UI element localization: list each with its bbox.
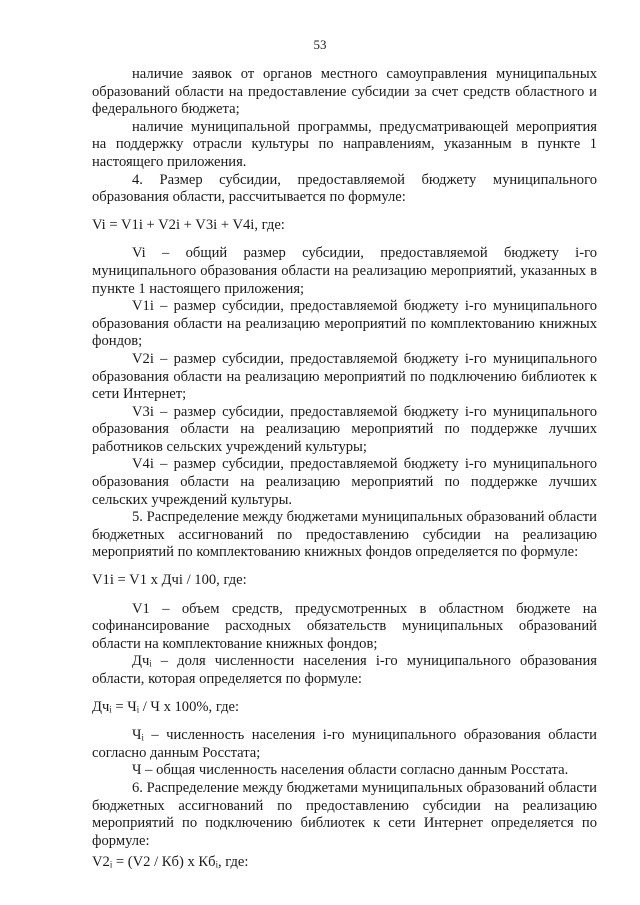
paragraph: V3i – размер субсидии, предоставляемой бюджету i-го муниципального образования области на реализацию мероприятий по поддержке лучших работников сельских учреждений культуры;: [92, 403, 597, 455]
page-number: 53: [313, 37, 327, 52]
paragraph: 6. Распределение между бюджетами муниципальных образований области бюджетных ассигнований по предоставлению субсидии на реализацию мероприятий по подключению библиотек к сети Интернет определяется по формуле:: [92, 779, 597, 849]
paragraph: V4i – размер субсидии, предоставляемой бюджету i-го муниципального образования области на реализацию мероприятий по поддержке лучших сельских учреждений культуры.: [92, 456, 597, 508]
formula: Дчᵢ = Чᵢ / Ч х 100%, где:: [92, 698, 240, 715]
paragraph: наличие муниципальной программы, предусматривающей мероприятия на поддержку отрасли культуры по направлениям, указанным в пункте 1 настоящего приложения.: [92, 118, 597, 170]
paragraph: 5. Распределение между бюджетами муниципальных образований области бюджетных ассигнований по предоставлению субсидии на реализацию мероприятий по комплектованию книжных фондов определяется по формуле:: [92, 509, 597, 561]
paragraph: наличие заявок от органов местного самоуправления муниципальных образований области на предоставление субсидии за счет средств областного и федерального бюджета;: [92, 66, 597, 118]
paragraph: Vi – общий размер субсидии, предоставляемой бюджету i-го муниципального образования области на реализацию мероприятий, указанных в пункте 1 настоящего приложения;: [92, 245, 597, 297]
paragraph: V1 – объем средств, предусмотренных в областном бюджете на софинансирование расходных обязательств муниципальных образований области на комплектование книжных фондов;: [92, 600, 597, 652]
formula: Vi = V1i + V2i + V3i + V4i, где:: [92, 216, 285, 233]
paragraph: 4. Размер субсидии, предоставляемой бюджету муниципального образования области, рассчитывается по формуле:: [92, 171, 597, 206]
paragraph: V2i – размер субсидии, предоставляемой бюджету i-го муниципального образования области на реализацию мероприятий по подключению библиотек к сети Интернет;: [92, 350, 597, 403]
formula: V1i = V1 х Дчi / 100, где:: [92, 572, 247, 589]
paragraph: Чᵢ – численность населения i-го муниципального образования области согласно данным Росстата;: [92, 727, 597, 761]
paragraph: Ч – общая численность населения области согласно данным Росстата.: [132, 762, 569, 779]
paragraph: Дчᵢ – доля численности населения i-го муниципального образования области, которая определяется по формуле:: [92, 653, 597, 687]
formula: V2ᵢ = (V2 / Кб) х Кбᵢ, где:: [92, 854, 249, 871]
paragraph: V1i – размер субсидии, предоставляемой бюджету i-го муниципального образования области на реализацию мероприятий по комплектованию книжных фондов;: [92, 298, 597, 350]
document-body: [92, 66, 597, 872]
